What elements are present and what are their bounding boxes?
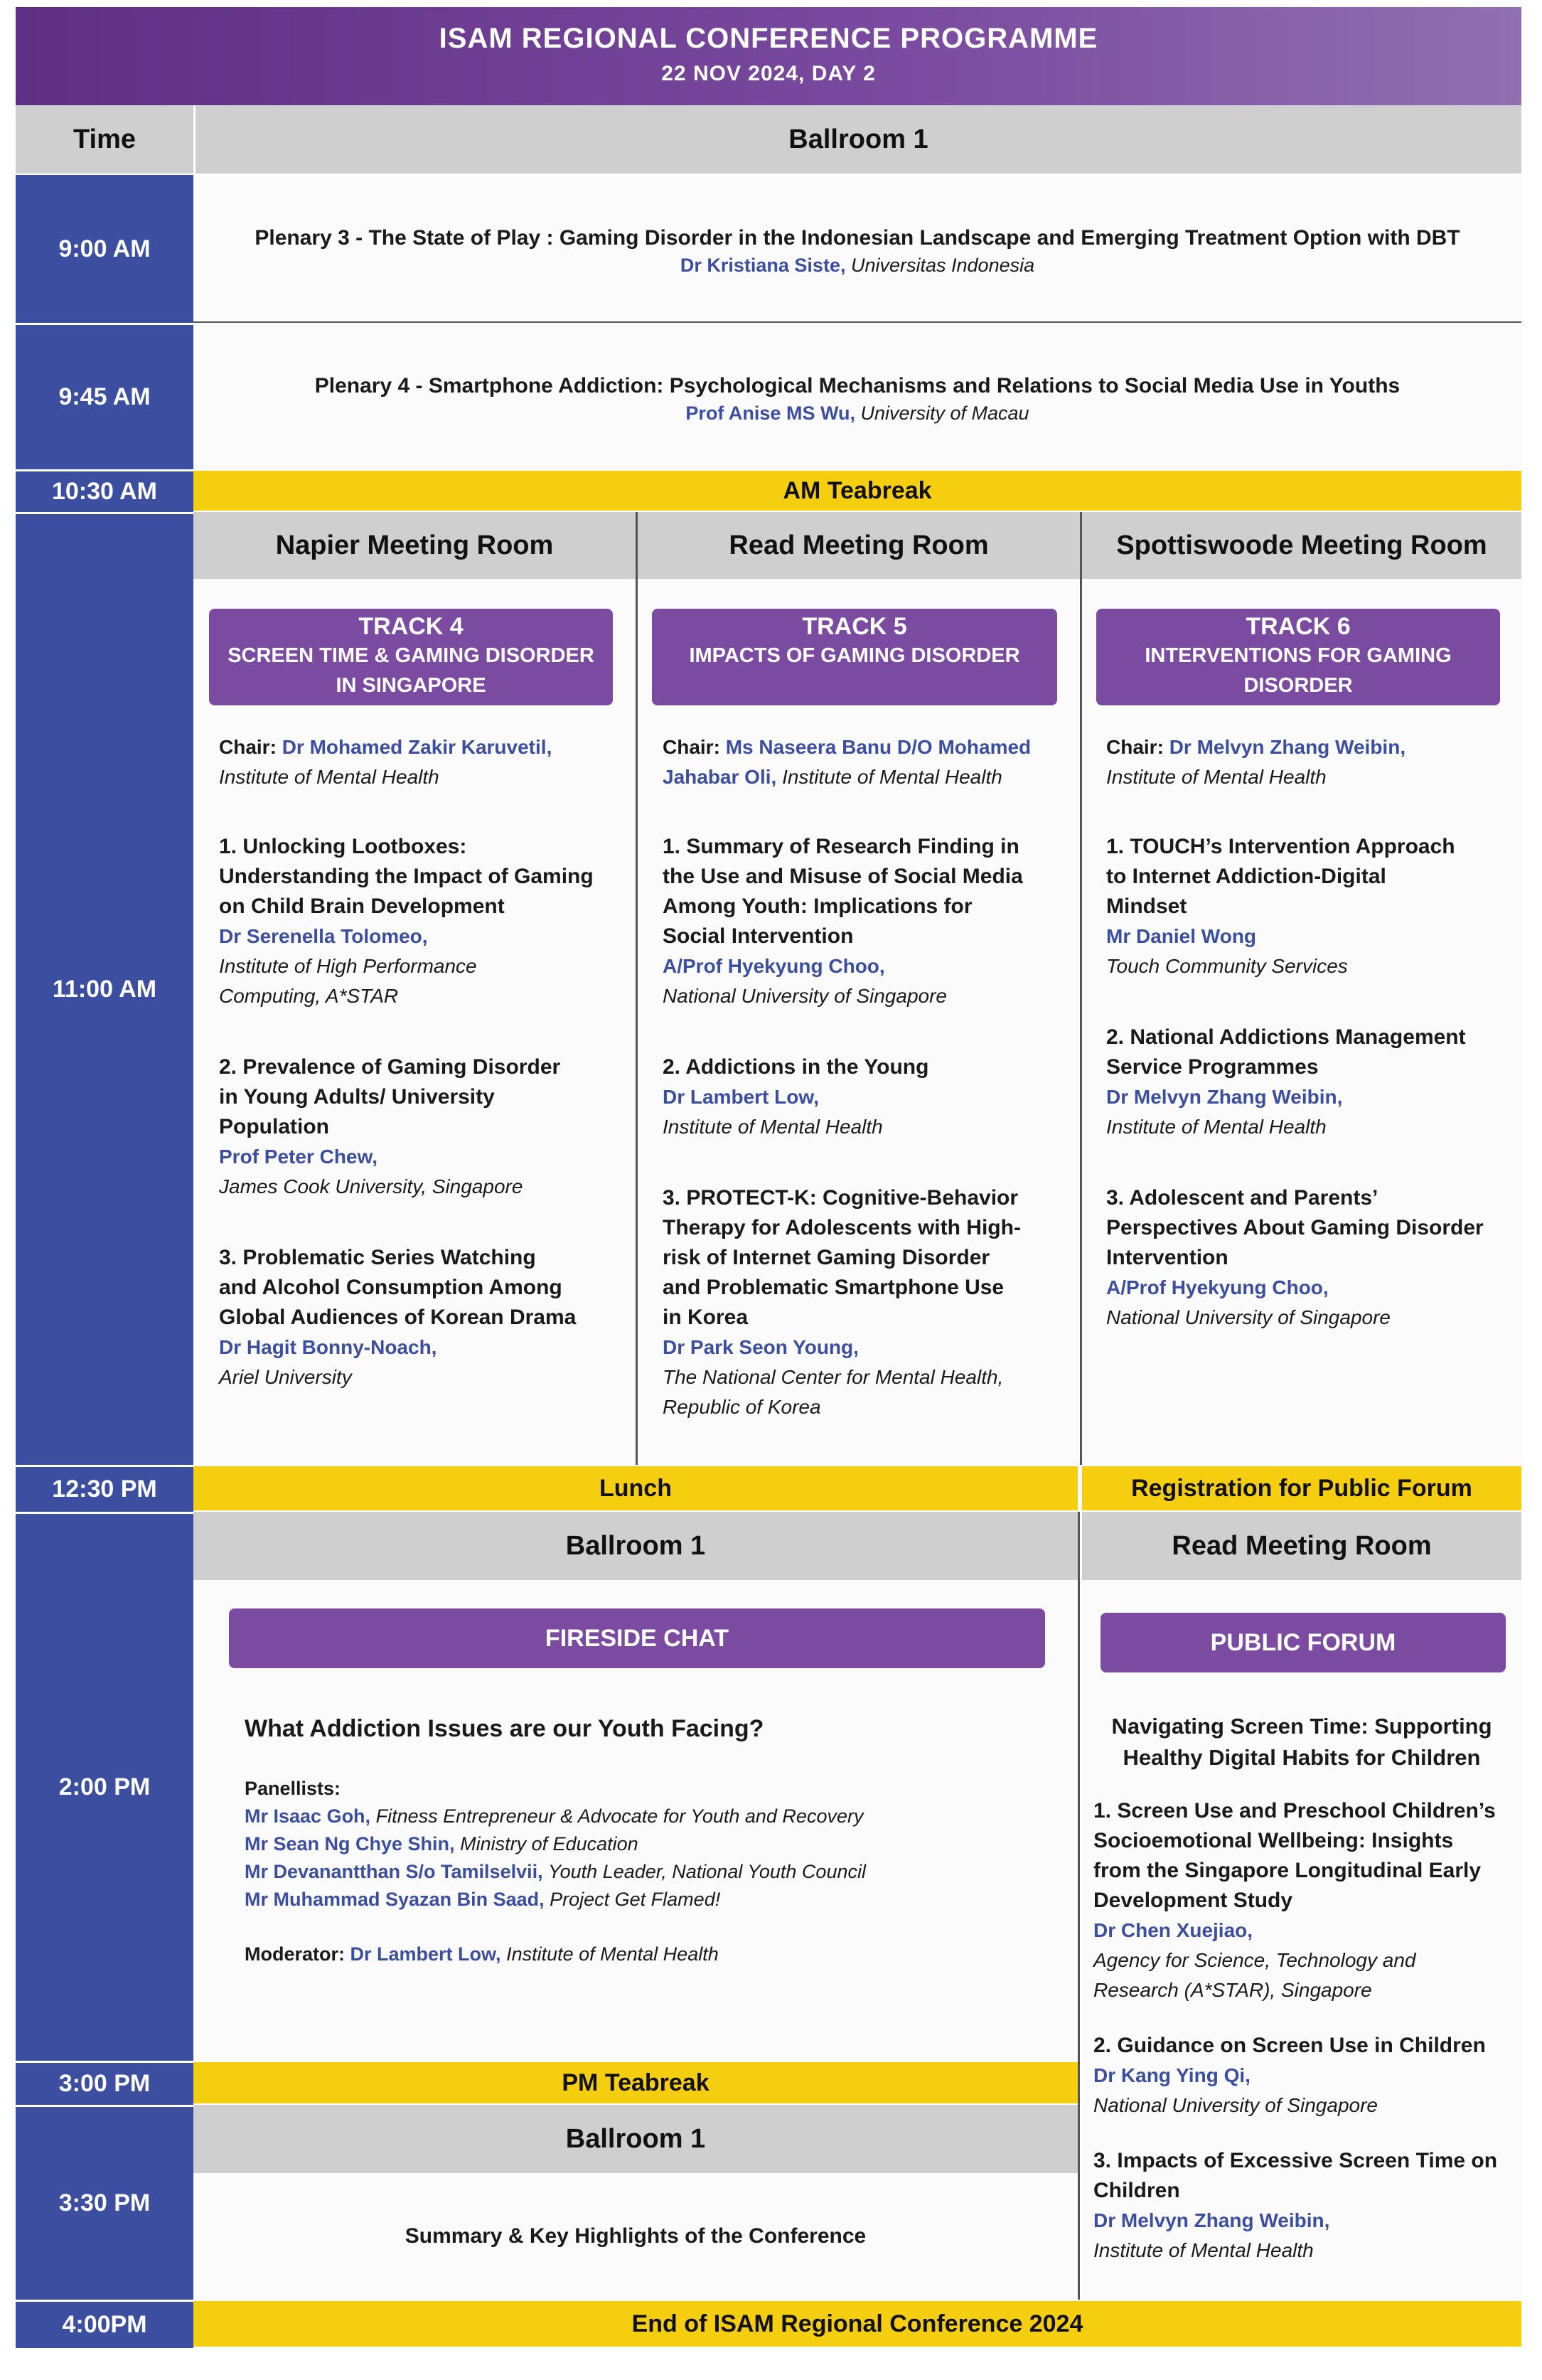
track-4-number: TRACK 4 <box>358 613 464 640</box>
ballroom-header: Ballroom 1 <box>193 105 1521 174</box>
talk-title: Development Study <box>1093 1889 1293 1912</box>
talk-affiliation: Research (A*STAR), Singapore <box>1093 1979 1372 2001</box>
talk-title: risk of Internet Gaming Disorder <box>663 1246 990 1269</box>
public-forum-title <box>1085 1711 1519 1773</box>
panellist-name: Mr Muhammad Syazan Bin Saad, <box>245 1889 545 1910</box>
chair-label: Chair: <box>1106 736 1164 758</box>
panellist-name: Mr Devanantthan S/o Tamilselvii, <box>245 1861 543 1882</box>
track-6-number: TRACK 6 <box>1246 613 1351 640</box>
time-1530: 3:30 PM <box>16 2105 193 2300</box>
talk-affiliation: The National Center for Mental Health, <box>663 1366 1004 1388</box>
talk-title: 3. Problematic Series Watching <box>219 1246 536 1269</box>
public-forum-title-line: Healthy Digital Habits for Children <box>1123 1745 1481 1770</box>
track-5-chair: Jahabar Oli, <box>663 766 777 788</box>
pm-teabreak: PM Teabreak <box>193 2062 1078 2103</box>
talk-title: on Child Brain Development <box>219 895 505 918</box>
panellist-role: Youth Leader, National Youth Council <box>548 1861 866 1882</box>
talk-title: Service Programmes <box>1106 1055 1319 1079</box>
talk-affiliation: Institute of Mental Health <box>663 1116 883 1138</box>
talk-speaker: Dr Melvyn Zhang Weibin, <box>1093 2209 1330 2231</box>
talk-speaker: Mr Daniel Wong <box>1106 925 1257 947</box>
talk-title: in Korea <box>663 1306 749 1329</box>
talk-affiliation: Republic of Korea <box>663 1396 821 1418</box>
plenary-4-speaker: Prof Anise MS Wu, <box>685 402 855 424</box>
time-1400: 2:00 PM <box>16 1512 193 2061</box>
public-forum-title-line: Navigating Screen Time: Supporting <box>1111 1714 1492 1739</box>
chair-label: Chair: <box>219 736 277 758</box>
time-1100: 11:00 AM <box>16 512 193 1465</box>
talk-title: to Internet Addiction-Digital <box>1106 865 1386 888</box>
end-of-conference: End of ISAM Regional Conference 2024 <box>193 2301 1521 2347</box>
talk-speaker: Dr Kang Ying Qi, <box>1093 2064 1251 2086</box>
talk-title: in Young Adults/ University <box>219 1085 495 1109</box>
panellist-role: Fitness Entrepreneur & Advocate for Youth and Recovery <box>375 1805 864 1827</box>
talk-title: 1. Unlocking Lootboxes: <box>219 835 467 858</box>
column-divider <box>1080 512 1082 1465</box>
fireside-chat-badge: FIRESIDE CHAT <box>229 1608 1045 1668</box>
plenary-4-cell <box>193 324 1521 469</box>
track-6-chair-affiliation: Institute of Mental Health <box>1106 766 1327 788</box>
talk-title: 2. Guidance on Screen Use in Children <box>1093 2034 1486 2057</box>
talk-affiliation: National University of Singapore <box>1093 2094 1378 2116</box>
talk-affiliation: Institute of Mental Health <box>1106 1116 1327 1138</box>
talk-affiliation: Agency for Science, Technology and <box>1093 1949 1416 1971</box>
column-divider <box>1078 1512 1080 2300</box>
panellist-name: Mr Isaac Goh, <box>245 1805 371 1827</box>
talk-title: the Use and Misuse of Social Media <box>663 865 1023 888</box>
registration-public-forum: Registration for Public Forum <box>1082 1466 1521 1510</box>
talk-title: from the Singapore Longitudinal Early <box>1093 1859 1482 1882</box>
time-column-header: Time <box>16 105 193 174</box>
plenary-3-title: Plenary 3 - The State of Play : Gaming Disorder in the Indonesian Landscape and Emerging Treatment Option with DBT <box>255 226 1460 250</box>
track-5-subtitle: IMPACTS OF GAMING DISORDER <box>689 644 1020 667</box>
time-0900: 9:00 AM <box>16 175 193 323</box>
track-5-chair-affiliation: Institute of Mental Health <box>782 766 1002 788</box>
talk-title: Among Youth: Implications for <box>663 895 973 918</box>
track-5-badge <box>652 609 1057 705</box>
talk-title: 1. TOUCH’s Intervention Approach <box>1106 835 1455 858</box>
talk-title: 1. Screen Use and Preschool Children’s <box>1093 1799 1496 1823</box>
talk-speaker: Dr Park Seon Young, <box>663 1336 859 1358</box>
track-5-number: TRACK 5 <box>802 613 907 640</box>
talk-title: and Alcohol Consumption Among <box>219 1276 562 1299</box>
talk-affiliation: Ariel University <box>219 1366 352 1388</box>
time-1600: 4:00PM <box>16 2300 193 2348</box>
plenary-3-affiliation: Universitas Indonesia <box>850 255 1035 276</box>
room-spottiswoode: Spottiswoode Meeting Room <box>1082 512 1521 579</box>
talk-title: 3. PROTECT-K: Cognitive-Behavior <box>663 1186 1019 1210</box>
talk-title: 1. Summary of Research Finding in <box>663 835 1019 858</box>
track-4-badge <box>209 609 613 705</box>
column-divider <box>636 512 638 1465</box>
public-forum-content <box>1093 1796 1520 2266</box>
fireside-question: What Addiction Issues are our Youth Facing? <box>245 1715 764 1742</box>
talk-title: 2. National Addictions Management <box>1106 1025 1466 1049</box>
afternoon-read-header: Read Meeting Room <box>1082 1512 1521 1580</box>
talk-title: 3. Impacts of Excessive Screen Time on <box>1093 2149 1498 2172</box>
talk-affiliation: James Cook University, Singapore <box>219 1175 523 1197</box>
track-4-chair-affiliation: Institute of Mental Health <box>219 766 439 788</box>
programme-date: 22 NOV 2024, DAY 2 <box>661 62 876 85</box>
talk-speaker: Prof Peter Chew, <box>219 1146 378 1168</box>
panellists-label: Panellists: <box>245 1778 341 1799</box>
moderator-label: Moderator: <box>245 1943 345 1965</box>
track-5-content <box>663 732 1075 1422</box>
talk-title: Children <box>1093 2179 1180 2202</box>
talk-speaker: A/Prof Hyekyung Choo, <box>663 955 885 977</box>
room-read: Read Meeting Room <box>638 512 1080 579</box>
panellist-name: Mr Sean Ng Chye Shin, <box>245 1833 455 1855</box>
track-6-content <box>1106 732 1519 1333</box>
talk-title: Population <box>219 1115 329 1138</box>
lunch: Lunch <box>193 1466 1078 1510</box>
plenary-3-cell <box>193 175 1521 323</box>
track-6-subtitle: INTERVENTIONS FOR GAMING <box>1145 644 1452 667</box>
talk-title: Therapy for Adolescents with High- <box>663 1216 1021 1239</box>
chair-label: Chair: <box>663 736 720 758</box>
time-1500: 3:00 PM <box>16 2061 193 2105</box>
talk-speaker: Dr Melvyn Zhang Weibin, <box>1106 1086 1343 1108</box>
talk-title: Perspectives About Gaming Disorder <box>1106 1216 1484 1239</box>
afternoon-ballroom-header: Ballroom 1 <box>193 1512 1078 1580</box>
talk-title: Socioemotional Wellbeing: Insights <box>1093 1829 1454 1852</box>
talk-affiliation: Touch Community Services <box>1106 955 1348 977</box>
time-0945: 9:45 AM <box>16 323 193 469</box>
closing-summary: Summary & Key Highlights of the Conference <box>193 2173 1078 2300</box>
panellist-role: Project Get Flamed! <box>550 1889 721 1910</box>
track-6-subtitle: DISORDER <box>1243 674 1353 697</box>
closing-ballroom-header: Ballroom 1 <box>193 2105 1078 2173</box>
track-4-subtitle: IN SINGAPORE <box>336 674 486 697</box>
am-teabreak: AM Teabreak <box>193 471 1521 511</box>
talk-speaker: Dr Chen Xuejiao, <box>1093 1919 1253 1941</box>
talk-speaker: A/Prof Hyekyung Choo, <box>1106 1276 1329 1298</box>
panellist-role: Ministry of Education <box>460 1833 638 1855</box>
track-5-chair: Ms Naseera Banu D/O Mohamed <box>725 736 1032 758</box>
talk-affiliation: Computing, A*STAR <box>219 985 399 1007</box>
talk-speaker: Dr Hagit Bonny-Noach, <box>219 1336 437 1358</box>
talk-title: Mindset <box>1106 895 1187 918</box>
time-1030: 10:30 AM <box>16 469 193 512</box>
plenary-4-title: Plenary 4 - Smartphone Addiction: Psychological Mechanisms and Relations to Social Media Use in Youths <box>314 374 1401 397</box>
talk-speaker: Dr Lambert Low, <box>663 1086 819 1108</box>
talk-title: Understanding the Impact of Gaming <box>219 865 594 888</box>
talk-title: 2. Addictions in the Young <box>663 1055 929 1079</box>
programme-title: ISAM REGIONAL CONFERENCE PROGRAMME <box>439 23 1098 54</box>
fireside-details <box>245 1775 1062 1968</box>
time-1230: 12:30 PM <box>16 1465 193 1512</box>
talk-title: Intervention <box>1106 1246 1228 1269</box>
talk-title: Global Audiences of Korean Drama <box>219 1306 577 1329</box>
plenary-3-speaker: Dr Kristiana Siste, <box>680 255 846 276</box>
programme-header <box>16 7 1521 105</box>
talk-speaker: Dr Serenella Tolomeo, <box>219 925 428 947</box>
track-6-badge <box>1096 609 1500 705</box>
talk-affiliation: Institute of Mental Health <box>1093 2239 1314 2261</box>
public-forum-badge: PUBLIC FORUM <box>1101 1613 1506 1672</box>
talk-affiliation: Institute of High Performance <box>219 955 477 977</box>
talk-affiliation: National University of Singapore <box>663 985 947 1007</box>
talk-title: and Problematic Smartphone Use <box>663 1276 1005 1299</box>
track-4-content <box>219 732 631 1392</box>
track-4-chair: Dr Mohamed Zakir Karuvetil, <box>282 736 552 758</box>
track-6-chair: Dr Melvyn Zhang Weibin, <box>1169 736 1406 758</box>
talk-title: 2. Prevalence of Gaming Disorder <box>219 1055 561 1079</box>
moderator-name: Dr Lambert Low, <box>350 1943 501 1965</box>
room-napier: Napier Meeting Room <box>193 512 636 579</box>
talk-title: Social Intervention <box>663 924 854 948</box>
moderator-affiliation: Institute of Mental Health <box>506 1943 719 1965</box>
plenary-4-affiliation: University of Macau <box>860 402 1029 424</box>
talk-title: 3. Adolescent and Parents’ <box>1106 1186 1378 1210</box>
talk-affiliation: National University of Singapore <box>1106 1306 1391 1328</box>
track-4-subtitle: SCREEN TIME & GAMING DISORDER <box>227 644 594 667</box>
